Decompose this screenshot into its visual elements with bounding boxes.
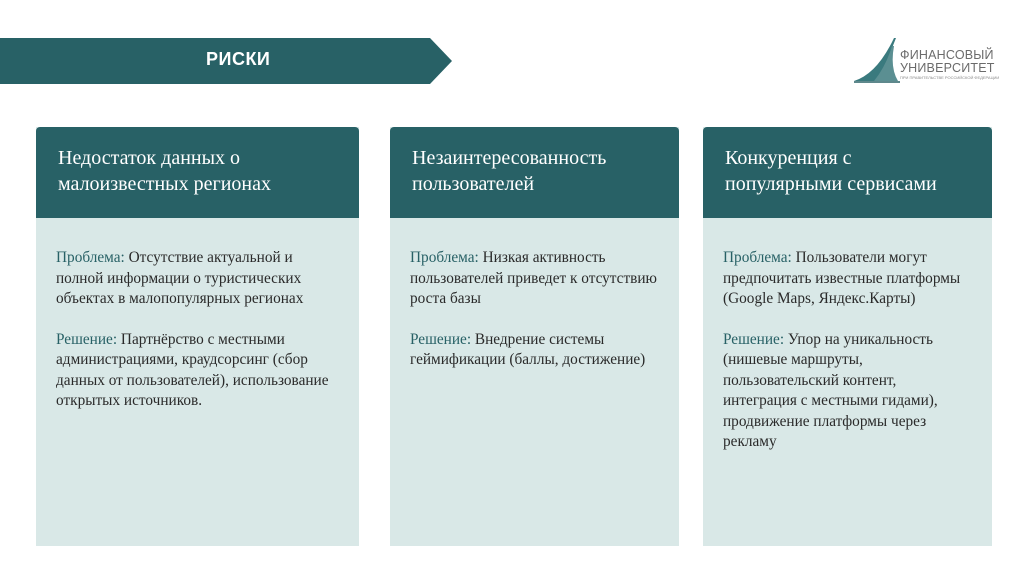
solution-label: Решение: [56, 330, 118, 348]
risk-card-user-disinterest [390, 127, 679, 546]
title-banner [0, 38, 452, 84]
card-body [390, 218, 679, 371]
solution-label: Решение: [723, 330, 785, 348]
risk-card-data-shortage [36, 127, 359, 546]
logo-text-line2: УНИВЕРСИТЕТ [900, 61, 995, 75]
logo-text-line1: ФИНАНСОВЫЙ [900, 48, 994, 62]
university-logo [852, 36, 1002, 86]
problem-label: Проблема: [56, 249, 125, 266]
solution-label: Решение: [410, 330, 472, 348]
page-title: РИСКИ [206, 49, 271, 69]
card-title: Недостаток данных о малоизвестных регионах [36, 127, 359, 218]
problem-paragraph [723, 248, 972, 310]
solution-text: Внедрение системы геймификации (баллы, достижение) [410, 330, 646, 368]
risk-card-competition [703, 127, 992, 546]
solution-paragraph [410, 330, 659, 371]
problem-text: Низкая активность пользователей приведет к отсутствию роста базы [410, 249, 657, 307]
card-body [703, 218, 992, 453]
solution-text: Партнёрство с местными администрациями, краудсорсинг (сбор данных от пользователей), использование открытых источников. [56, 330, 329, 409]
card-title: Конкуренция с популярными сервисами [703, 127, 992, 218]
problem-label: Проблема: [723, 249, 792, 266]
problem-text: Пользователи могут предпочитать известные платформы (Google Maps, Яндекс.Карты) [723, 249, 961, 307]
problem-paragraph [410, 248, 659, 310]
solution-text: Упор на уникальность (нишевые маршруты, пользовательский контент, интеграция с местными гидами), продвижение платформы через рекламу [723, 330, 938, 450]
solution-paragraph [723, 330, 972, 453]
problem-text: Отсутствие актуальной и полной информации о туристических объектах в малопопулярных регионах [56, 249, 304, 307]
problem-label: Проблема: [410, 249, 479, 266]
card-title: Незаинтересованность пользователей [390, 127, 679, 218]
logo-text-line3: ПРИ ПРАВИТЕЛЬСТВЕ РОССИЙСКОЙ ФЕДЕРАЦИИ [900, 75, 1000, 80]
card-body [36, 218, 359, 412]
solution-paragraph [56, 330, 339, 412]
problem-paragraph [56, 248, 339, 310]
